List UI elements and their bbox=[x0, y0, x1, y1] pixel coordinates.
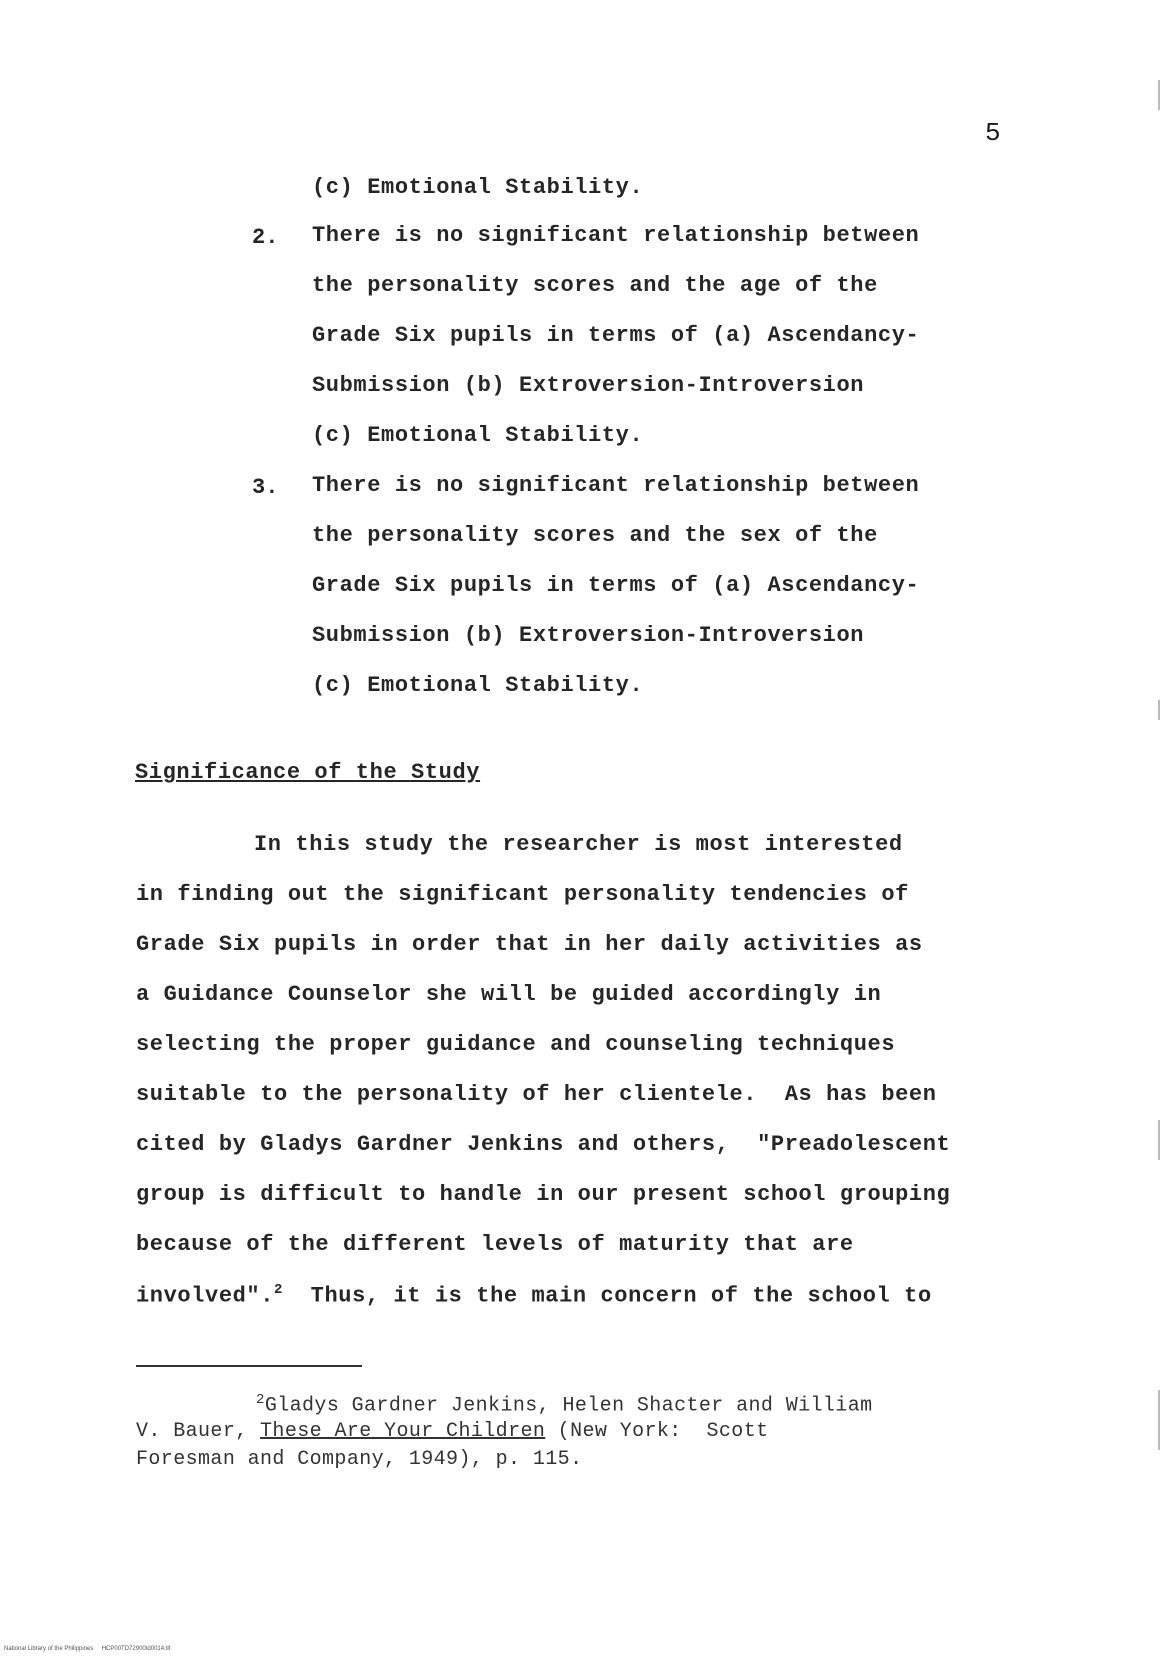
list-item-2-line-3: Grade Six pupils in terms of (a) Ascendancy- bbox=[312, 323, 920, 348]
footnote-line-3: Foresman and Company, 1949), p. 115. bbox=[136, 1448, 583, 1471]
scan-footer: National Library of the Philippines HCP00TD72900td0014.tif bbox=[4, 1646, 171, 1652]
page-number: 5 bbox=[985, 118, 1001, 148]
footnote-rule bbox=[136, 1365, 362, 1367]
paragraph-line-7: cited by Gladys Gardner Jenkins and others, "Preadolescent bbox=[136, 1132, 951, 1157]
list-item-2-line-2: the personality scores and the age of the bbox=[312, 273, 878, 298]
list-item-3-line-4: Submission (b) Extroversion-Introversion bbox=[312, 623, 865, 648]
list-lead-line: (c) Emotional Stability. bbox=[312, 175, 644, 200]
list-item-2-line-5: (c) Emotional Stability. bbox=[312, 423, 644, 448]
footnote-line-2 bbox=[136, 1420, 769, 1443]
scan-edge-mark bbox=[1158, 80, 1160, 110]
paragraph-line-8: group is difficult to handle in our present school grouping bbox=[136, 1182, 951, 1207]
list-item-3-line-2: the personality scores and the sex of the bbox=[312, 523, 878, 548]
paragraph-line-4: a Guidance Counselor she will be guided accordingly in bbox=[136, 982, 882, 1007]
scan-edge-mark bbox=[1158, 1390, 1160, 1450]
list-item-2-line-4: Submission (b) Extroversion-Introversion bbox=[312, 373, 865, 398]
scan-edge-mark bbox=[1158, 700, 1160, 720]
paragraph-line-3: Grade Six pupils in order that in her daily activities as bbox=[136, 932, 923, 957]
footnote-line-1-text: Gladys Gardner Jenkins, Helen Shacter and William bbox=[264, 1394, 873, 1418]
list-item-3-line-5: (c) Emotional Stability. bbox=[312, 673, 644, 698]
paragraph-line-10-end: Thus, it is the main concern of the school to bbox=[310, 1283, 932, 1309]
paragraph-line-10-start: involved". bbox=[136, 1283, 275, 1309]
list-item-2-line-1: There is no significant relationship between bbox=[312, 223, 920, 248]
list-item-3-number: 3. bbox=[252, 475, 279, 500]
list-item-3-line-1: There is no significant relationship between bbox=[312, 473, 920, 498]
footnote-book-title: These Are Your Children bbox=[260, 1420, 546, 1443]
paragraph-line-10 bbox=[136, 1282, 932, 1308]
list-item-2-number: 2. bbox=[252, 225, 279, 250]
paragraph-line-9: because of the different levels of maturity that are bbox=[136, 1232, 854, 1257]
paragraph-line-5: selecting the proper guidance and counseling techniques bbox=[136, 1032, 896, 1057]
footnote-line-1 bbox=[256, 1392, 873, 1418]
list-item-3-line-3: Grade Six pupils in terms of (a) Ascendancy- bbox=[312, 573, 920, 598]
footnote-line-2-prefix: V. Bauer, bbox=[136, 1420, 261, 1443]
footnote-line-2-suffix: (New York: Scott bbox=[545, 1420, 769, 1443]
paragraph-line-2: in finding out the significant personality tendencies of bbox=[136, 882, 909, 907]
scan-edge-mark bbox=[1158, 1120, 1160, 1160]
footnote-marker: 2 bbox=[256, 1392, 265, 1408]
paragraph-line-1: In this study the researcher is most interested bbox=[254, 832, 903, 857]
paragraph-line-6: suitable to the personality of her clientele. As has been bbox=[136, 1082, 937, 1107]
footnote-reference: 2 bbox=[274, 1282, 284, 1298]
section-heading: Significance of the Study bbox=[135, 760, 481, 785]
